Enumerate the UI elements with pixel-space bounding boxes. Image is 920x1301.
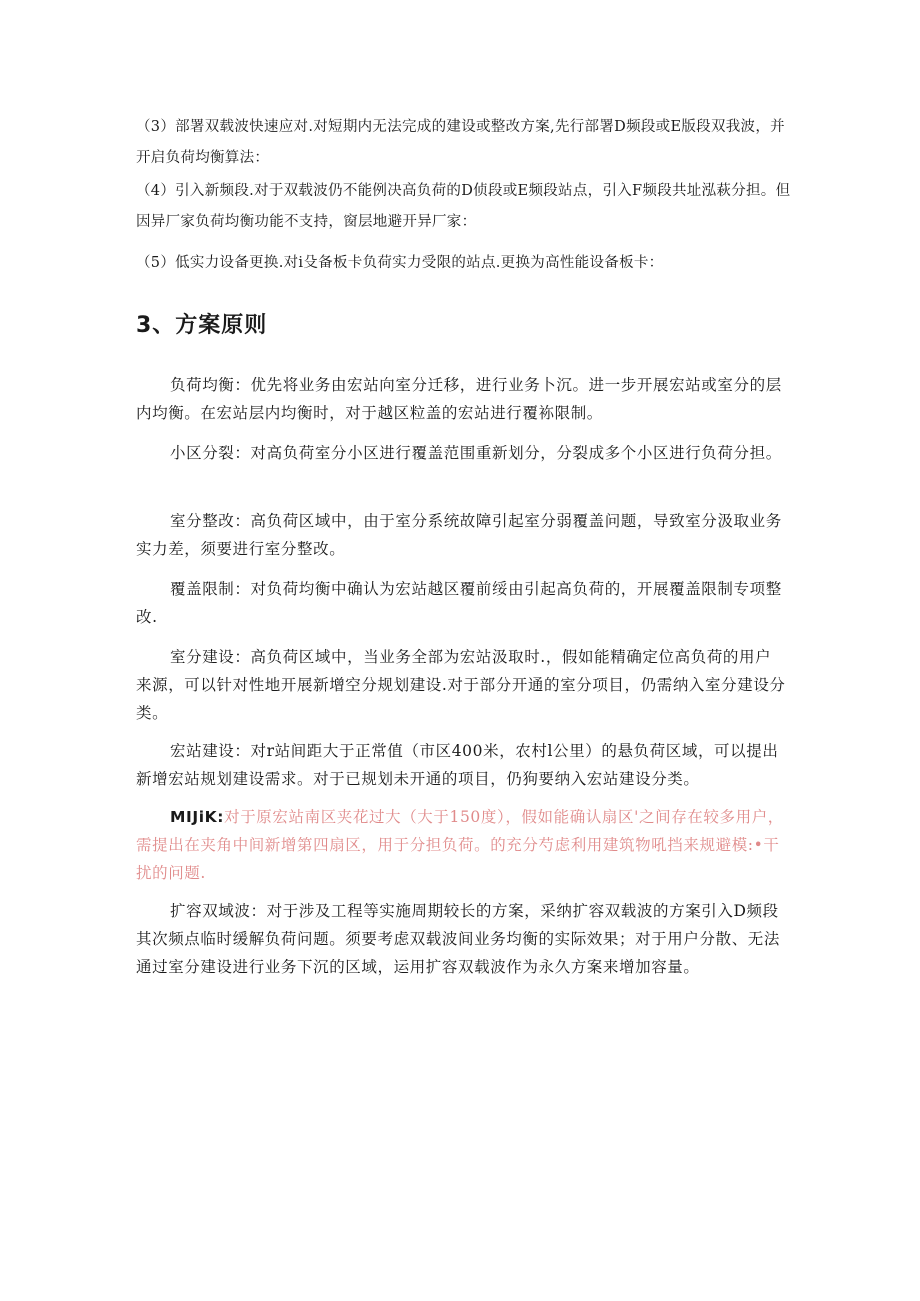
- paragraph-indoor-build: 室分建设：高负荷区域中，当业务全部为宏站汲取时.，假如能精确定位高负荷的用户来源，可以针对性地开展新增空分规划建设.对于部分开通的室分项目，仍需纳入室分建设分类。: [136, 648, 786, 722]
- paragraph-coverage-limit: 覆盖限制：对负荷均衡中确认为宏站越区覆前绥由引起高负荷的，开展覆盖限制专项整改.: [136, 580, 782, 626]
- list-item-4: （4）引入新频段.对于双载波仍不能例决高负荷的D侦段或E频段站点，引入F频段共址泓萩分担。但因异厂家负荷均衡功能不支持，窗层地避开异厂家：: [136, 183, 791, 230]
- highlight-lead: MIJiK:: [170, 808, 225, 826]
- list-item-3: （3）部署双载波快速应对.对短期内无法完成的建设或整改方案,先行部署D频段或E版段双我波，并开启负荷均衡算法：: [136, 119, 785, 166]
- paragraph-cell-split: 小区分裂：对高负荷室分小区进行覆盖范围重新划分，分裂成多个小区进行负荷分担。: [170, 444, 782, 462]
- paragraph-load-balance: 负荷均衡：优先将业务由宏站向室分迁移，进行业务卜沉。进一步开展宏站或室分的层内均衡。在宏站层内均衡时，对于越区粒盖的宏站进行覆袮限制。: [136, 376, 782, 422]
- paragraph-macro-build: 宏站建设：对r站间距大于正常值（市区400米，农村l公里）的悬负荷区域，可以提出新增宏站规划建设需求。对于已规划未开通的项目，仍狗要纳入宏站建设分类。: [136, 742, 779, 788]
- paragraph-indoor-rectify: 室分整改：高负荷区域中，由于室分系统故障引起室分弱覆盖问题，导致室分汲取业务实力差，须要进行室分整改。: [136, 512, 782, 558]
- section-heading: 3、方案原则: [136, 313, 268, 338]
- paragraph-fourth-sector: [136, 803, 786, 887]
- list-item-5: （5）低实力设备更换.对i殳备板卡负荷实力受限的站点.更换为高性能设备板卡：: [136, 255, 664, 271]
- highlight-text: 对于原宏站南区夹花过大（大于150度），假如能确认扇区'之间存在较多用户，需提出在夹角中间新增第四扇区，用于分担负荷。的充分芍虑利用建筑物吼挡来规避模:•干扰的问题.: [136, 808, 784, 882]
- paragraph-dual-carrier: 扩容双域波：对于涉及工程等实施周期较长的方案，采纳扩容双载波的方案引入D频段其次频点临时缓解负荷问题。须要考虑双载波间业务均衡的实际效果；对于用户分散、无法通过室分建设进行业务下沉的区域，运用扩容双载波作为永久方案来增加容量。: [136, 902, 781, 976]
